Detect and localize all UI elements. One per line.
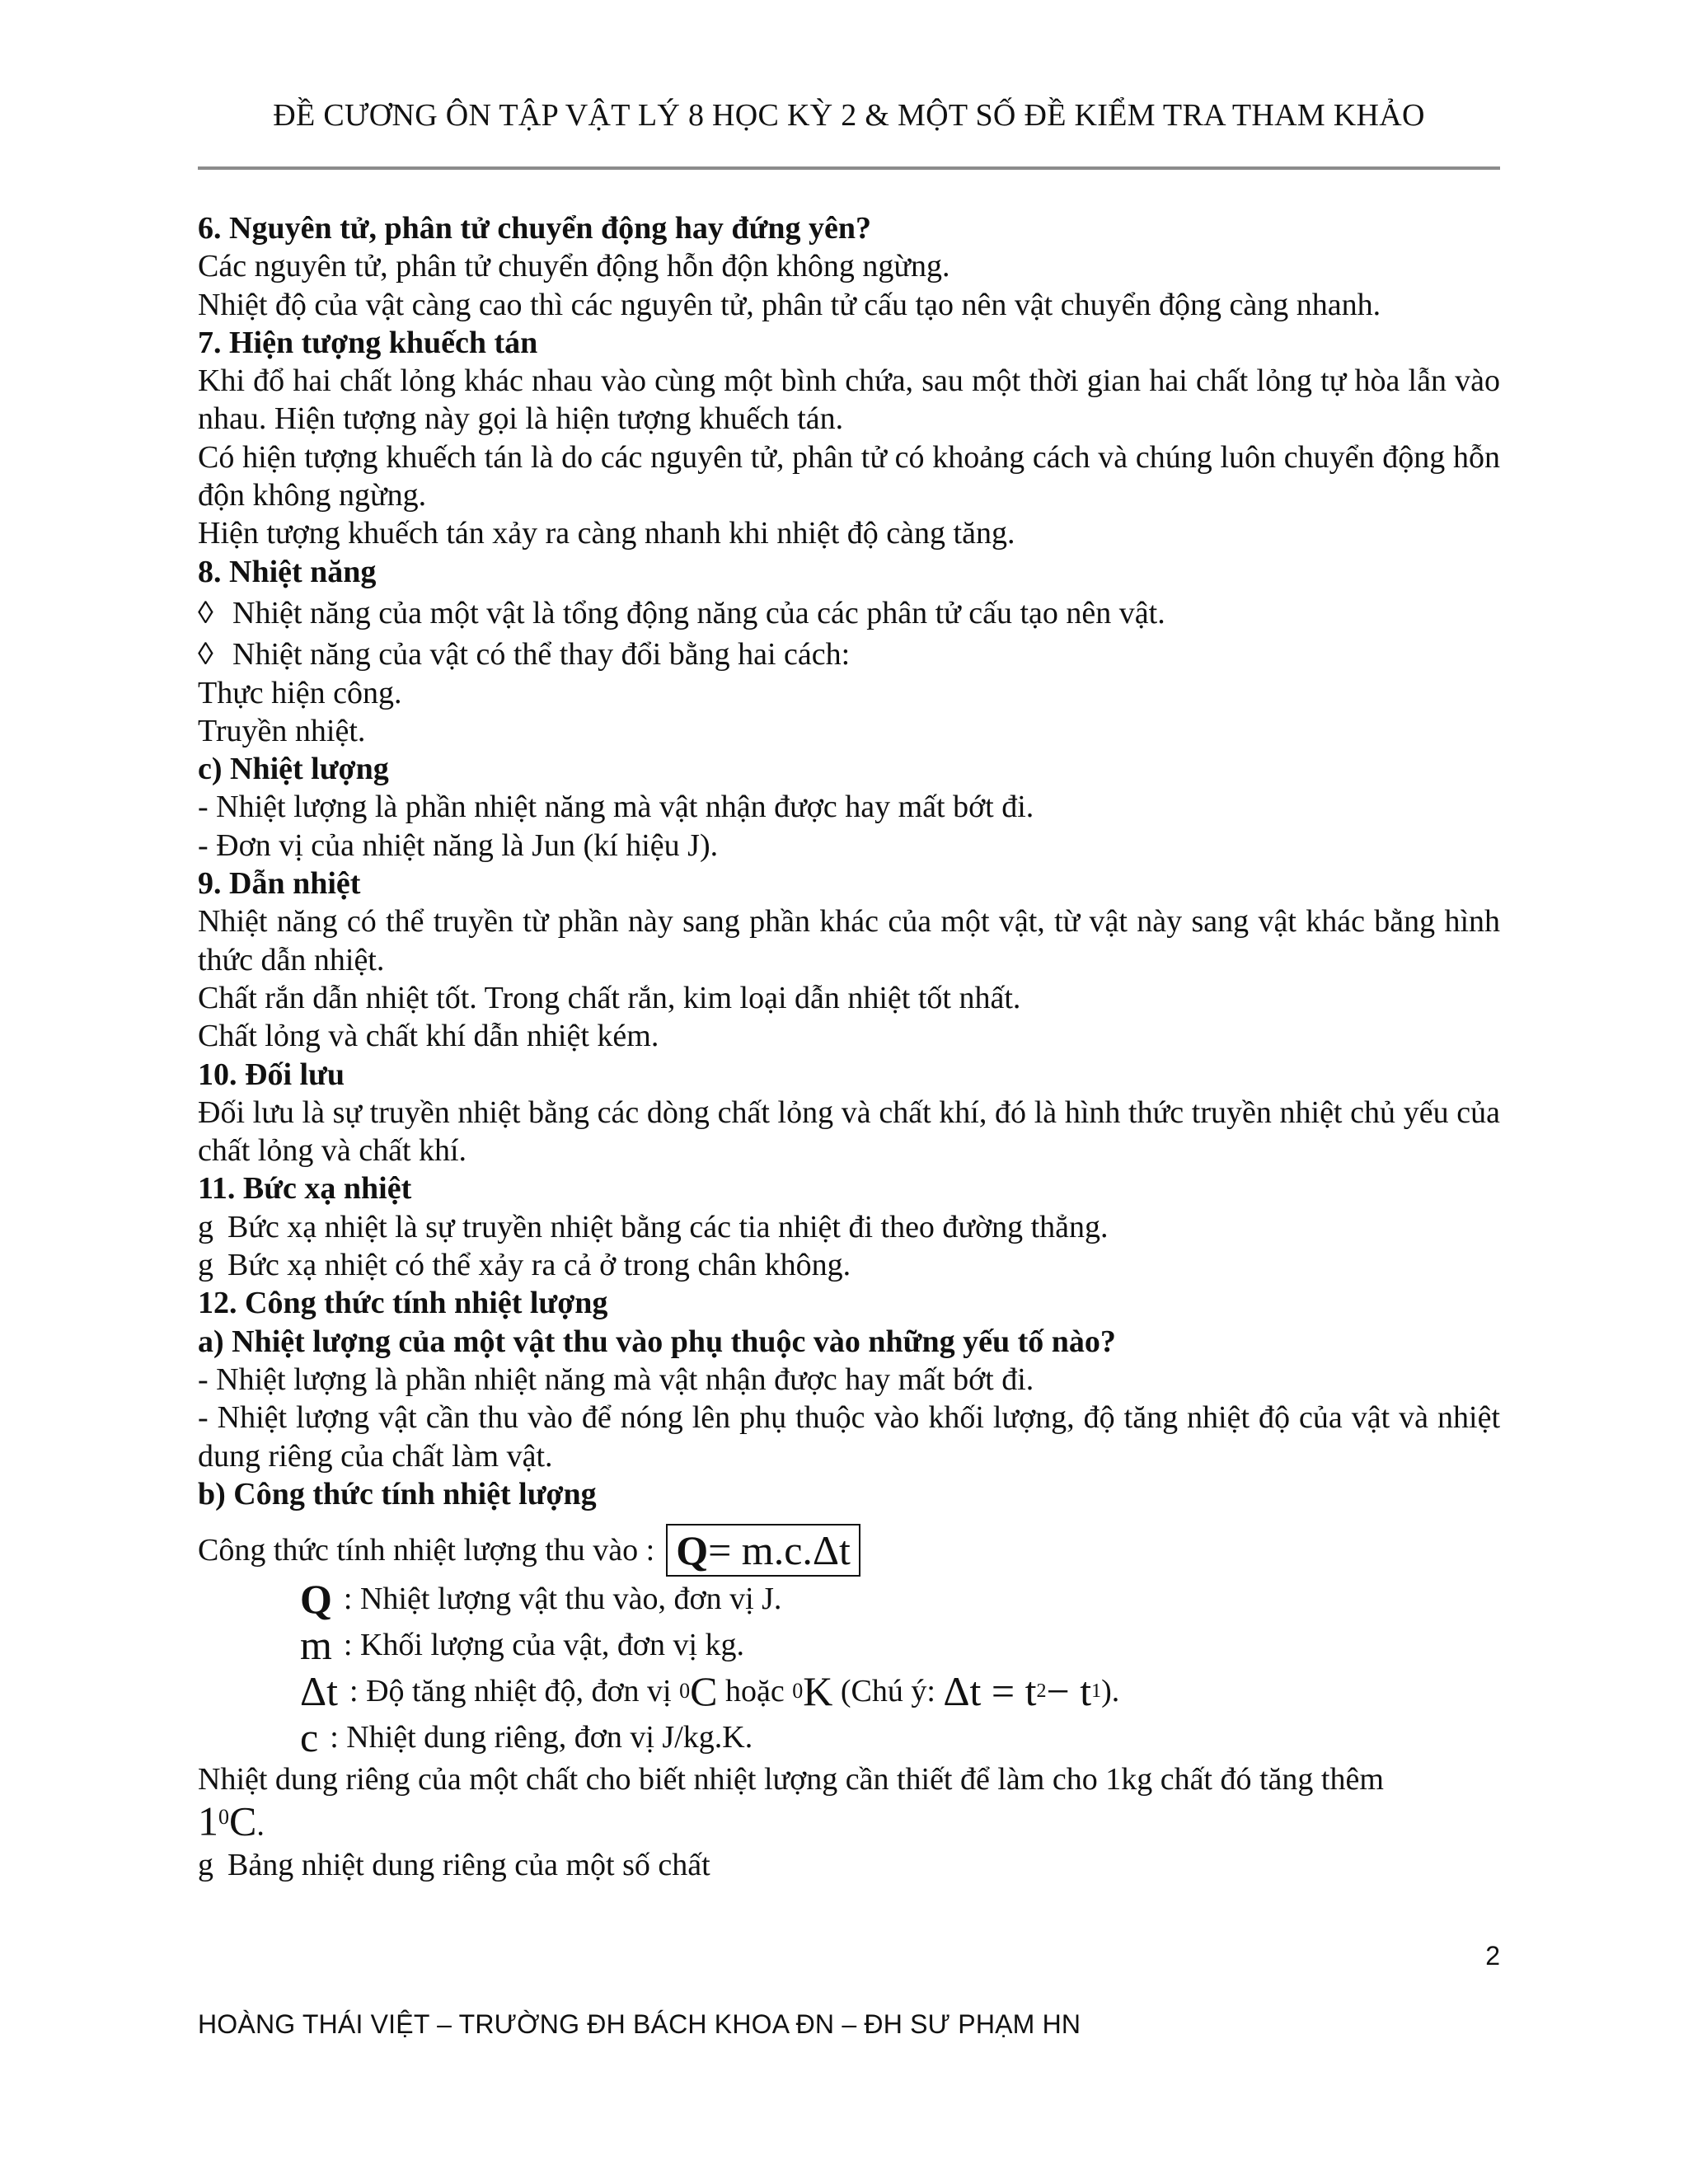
paragraph: Khi đổ hai chất lỏng khác nhau vào cùng một bình chứa, sau một thời gian hai chất lỏng tự hòa lẫn vào nhau. Hiện tượng này gọi là hiện tượng khuếch tán. <box>198 363 1500 437</box>
section-heading-c: c) Nhiệt lượng <box>198 752 389 787</box>
paragraph: Chất rắn dẫn nhiệt tốt. Trong chất rắn, kim loại dẫn nhiệt tốt nhất. <box>198 980 1021 1015</box>
subscript-1: 1 <box>1091 1680 1102 1702</box>
degree-superscript: 0 <box>679 1678 691 1703</box>
note-equation: Δt = t <box>943 1667 1037 1714</box>
paragraph: Chất lỏng và chất khí dẫn nhiệt kém. <box>198 1019 659 1054</box>
variable-m <box>300 1622 1500 1668</box>
paragraph: Nhiệt năng có thể truyền từ phần này sang phần khác của một vật, từ vật này sang vật khác bằng hình thức dẫn nhiệt. <box>198 904 1500 977</box>
or-word: hoặc <box>724 1673 785 1708</box>
subscript-2: 2 <box>1036 1680 1047 1702</box>
one-degree-line <box>198 1798 1500 1845</box>
variable-description: : Nhiệt lượng vật thu vào, đơn vị J. <box>343 1581 782 1616</box>
symbol-delta-t: Δt <box>300 1667 339 1714</box>
heat-formula-box <box>666 1524 860 1577</box>
page-footer: HOÀNG THÁI VIỆT – TRƯỜNG ĐH BÁCH KHOA ĐN – ĐH SƯ PHẠM HN <box>198 2009 1081 2039</box>
bullet-item <box>198 1846 1500 1884</box>
arrow-bullet-icon: g <box>198 1209 213 1244</box>
unit-kelvin: K <box>803 1667 833 1714</box>
bullet-item <box>198 635 1500 673</box>
formula-variables <box>198 1576 1500 1760</box>
period: . <box>256 1808 265 1844</box>
degree-superscript: 0 <box>218 1805 229 1830</box>
unit-celsius: C <box>690 1667 718 1714</box>
variable-description: : Nhiệt dung riêng, đơn vị J/kg.K. <box>330 1719 753 1755</box>
paragraph: - Nhiệt lượng vật cần thu vào để nóng lên phụ thuộc vào khối lượng, độ tăng nhiệt độ của vật và nhiệt dung riêng của chất làm vật. <box>198 1400 1500 1474</box>
bullet-text: Bức xạ nhiệt có thể xảy ra cả ở trong chân không. <box>227 1248 851 1283</box>
note-close: ). <box>1101 1673 1120 1708</box>
paragraph: Truyền nhiệt. <box>198 713 366 748</box>
formula-lhs: Q <box>676 1527 709 1574</box>
bullet-text: Bảng nhiệt dung riêng của một số chất <box>227 1848 710 1883</box>
bullet-text: Bức xạ nhiệt là sự truyền nhiệt bằng các tia nhiệt đi theo đường thẳng. <box>227 1209 1109 1244</box>
paragraph: Các nguyên tử, phân tử chuyển động hỗn độn không ngừng. <box>198 249 950 284</box>
degree-superscript: 0 <box>792 1678 804 1703</box>
note-open: (Chú ý: <box>840 1673 935 1708</box>
section-heading-7: 7. Hiện tượng khuếch tán <box>198 325 538 360</box>
section-heading-8: 8. Nhiệt năng <box>198 554 377 589</box>
note-minus-t: − t <box>1046 1667 1092 1714</box>
variable-description: : Khối lượng của vật, đơn vị kg. <box>343 1627 745 1662</box>
section-heading-6: 6. Nguyên tử, phân tử chuyển động hay đứng yên? <box>198 211 871 246</box>
variable-dt <box>300 1668 1500 1714</box>
bullet-item <box>198 594 1500 632</box>
paragraph: Hiện tượng khuếch tán xảy ra càng nhanh khi nhiệt độ càng tăng. <box>198 516 1015 551</box>
paragraph: - Đơn vị của nhiệt năng là Jun (kí hiệu J). <box>198 827 719 863</box>
paragraph: Đối lưu là sự truyền nhiệt bằng các dòng chất lỏng và chất khí, đó là hình thức truyền nhiệt chủ yếu của chất lỏng và chất khí. <box>198 1094 1500 1169</box>
page-number: 2 <box>1485 1941 1500 1971</box>
symbol-q: Q <box>300 1575 332 1622</box>
paragraph: - Nhiệt lượng là phần nhiệt năng mà vật nhận được hay mất bớt đi. <box>198 790 1034 825</box>
header-divider <box>198 166 1500 170</box>
bullet-text: Nhiệt năng của một vật là tổng động năng của các phân tử cấu tạo nên vật. <box>232 595 1165 630</box>
unit-celsius: C <box>229 1798 257 1845</box>
paragraph: Nhiệt dung riêng của một chất cho biết nhiệt lượng cần thiết để làm cho 1kg chất đó tăng thêm <box>198 1762 1384 1797</box>
paragraph: Có hiện tượng khuếch tán là do các nguyên tử, phân tử có khoảng cách và chúng luôn chuyển động hỗn độn không ngừng. <box>198 439 1500 513</box>
variable-description: : Độ tăng nhiệt độ, đơn vị <box>349 1673 672 1708</box>
arrow-bullet-icon: g <box>198 1848 213 1883</box>
formula-rhs: = m.c.Δt <box>708 1527 851 1574</box>
document-body <box>198 209 1500 1885</box>
subheading-a: a) Nhiệt lượng của một vật thu vào phụ thuộc vào những yếu tố nào? <box>198 1324 1116 1359</box>
one-digit: 1 <box>198 1798 218 1845</box>
formula-intro: Công thức tính nhiệt lượng thu vào : <box>198 1532 655 1568</box>
bullet-item <box>198 1246 1500 1284</box>
diamond-bullet-icon: ◊ <box>198 637 213 673</box>
section-heading-9: 9. Dẫn nhiệt <box>198 866 361 902</box>
variable-q <box>300 1576 1500 1622</box>
bullet-item <box>198 1208 1500 1246</box>
symbol-m: m <box>300 1621 332 1668</box>
section-heading-10: 10. Đối lưu <box>198 1057 345 1092</box>
paragraph: Nhiệt độ của vật càng cao thì các nguyên tử, phân tử cấu tạo nên vật chuyển động càng nhanh. <box>198 287 1381 322</box>
diamond-bullet-icon: ◊ <box>198 595 213 630</box>
symbol-c: c <box>300 1713 319 1760</box>
bullet-text: Nhiệt năng của vật có thể thay đổi bằng hai cách: <box>232 637 851 673</box>
page-header: ĐỀ CƯƠNG ÔN TẬP VẬT LÝ 8 HỌC KỲ 2 & MỘT SỐ ĐỀ KIỂM TRA THAM KHẢO <box>273 98 1425 133</box>
arrow-bullet-icon: g <box>198 1248 213 1283</box>
variable-c <box>300 1714 1500 1760</box>
paragraph: - Nhiệt lượng là phần nhiệt năng mà vật nhận được hay mất bớt đi. <box>198 1361 1034 1397</box>
section-heading-12: 12. Công thức tính nhiệt lượng <box>198 1286 608 1321</box>
paragraph: Thực hiện công. <box>198 675 402 710</box>
formula-line <box>198 1525 1500 1576</box>
section-heading-11: 11. Bức xạ nhiệt <box>198 1171 412 1207</box>
subheading-b: b) Công thức tính nhiệt lượng <box>198 1476 597 1511</box>
